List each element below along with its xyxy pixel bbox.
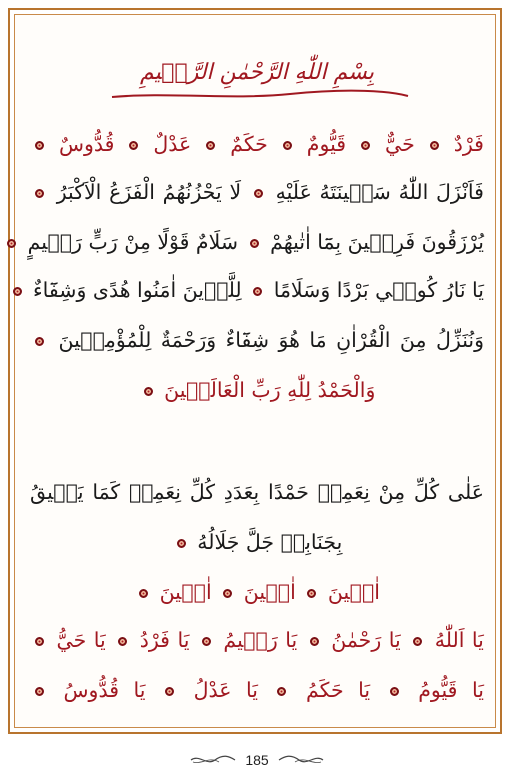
ornament-left-icon [189, 753, 237, 767]
amin-word: اٰم۪ينَ [327, 580, 380, 604]
ya-name: يَا فَرْدُ [139, 628, 190, 652]
name-adl: عَدْلٌ [153, 132, 192, 156]
round-verse-marker-icon [277, 687, 286, 696]
name-hakam: حَكَمٌ [230, 132, 268, 156]
round-verse-marker-icon [35, 337, 44, 346]
basmala-calligraphy: بِسْمِ اللّٰهِ الرَّحْمٰنِ الرَّح۪يمِ [140, 59, 374, 85]
round-verse-marker-icon [35, 687, 44, 696]
basmala-underline-swash-icon [110, 88, 410, 102]
name-fard: فَرْدٌ [453, 132, 484, 156]
dua-segment: بِجَنَابِه۪ جَلَّ جَلَالُهُ [197, 530, 343, 554]
ya-name: يَا قَيُّومُ [418, 678, 484, 702]
page-frame-inner [14, 14, 496, 728]
ya-name: يَا رَحْمٰنُ [331, 628, 401, 652]
line-7 [30, 482, 484, 503]
line-5 [30, 330, 484, 351]
line-1 [30, 134, 484, 155]
round-verse-marker-icon [250, 239, 259, 248]
line-3 [27, 230, 484, 254]
amin-word: اٰم۪ينَ [243, 580, 296, 604]
verse-segment: فَاَنْزَلَ اللّٰهُ سَك۪ينَتَهُ عَلَيْهِ [275, 180, 484, 204]
verse-segment: يَا نَارُ كُون۪ي بَرْدًا وَسَلَامًا [273, 278, 484, 302]
round-verse-marker-icon [118, 637, 127, 646]
round-verse-marker-icon [307, 589, 316, 598]
round-verse-marker-icon [139, 589, 148, 598]
line-6 [30, 380, 484, 401]
round-verse-marker-icon [283, 141, 292, 150]
ya-name: يَا حَيُّ [56, 628, 106, 652]
name-hayy: حَيٌّ [385, 132, 415, 156]
line-9-amin [30, 582, 484, 603]
page-number: 185 [245, 752, 269, 768]
line-8 [30, 532, 484, 553]
ya-name: يَا رَح۪يمُ [223, 628, 298, 652]
dua-segment: عَلٰى كُلِّ مِنْ نِعَمِه۪ حَمْدًا بِعَدَدِ كُلِّ نِعَمِه۪ كَمَا يَل۪يقُ [30, 480, 484, 504]
amin-word: اٰم۪ينَ [159, 580, 212, 604]
round-verse-marker-icon [144, 387, 153, 396]
round-verse-marker-icon [7, 239, 16, 248]
round-verse-marker-icon [177, 539, 186, 548]
page-footer [0, 748, 514, 772]
round-verse-marker-icon [413, 637, 422, 646]
ya-name: يَا حَكَمُ [306, 678, 371, 702]
round-verse-marker-icon [202, 637, 211, 646]
line-4 [30, 280, 484, 301]
verse-segment: لَا يَحْزُنُهُمُ الْفَزَعُ الْاَكْبَرُ [56, 180, 242, 204]
round-verse-marker-icon [129, 141, 138, 150]
name-qayyum: قَيُّومٌ [306, 132, 347, 156]
line-11 [30, 680, 484, 701]
verse-segment: يُرْزَقُونَ فَرِح۪ينَ بِمَٓا اٰتٰيهُمْ [270, 230, 484, 254]
line-10 [30, 630, 484, 651]
round-verse-marker-icon [254, 189, 263, 198]
round-verse-marker-icon [13, 287, 22, 296]
round-verse-marker-icon [35, 141, 44, 150]
ornament-right-icon [277, 753, 325, 767]
round-verse-marker-icon [310, 637, 319, 646]
round-verse-marker-icon [430, 141, 439, 150]
ya-name: يَا عَدْلُ [193, 678, 258, 702]
verse-segment: وَنُنَزِّلُ مِنَ الْقُرْاٰنِ مَا هُوَ شِفَٓاءٌ وَرَحْمَةٌ لِلْمُؤْمِن۪ينَ [58, 328, 484, 352]
round-verse-marker-icon [165, 687, 174, 696]
line-2 [30, 182, 484, 203]
round-verse-marker-icon [223, 589, 232, 598]
round-verse-marker-icon [390, 687, 399, 696]
ya-name: يَا قُدُّوسُ [63, 678, 146, 702]
round-verse-marker-icon [35, 189, 44, 198]
round-verse-marker-icon [206, 141, 215, 150]
round-verse-marker-icon [253, 287, 262, 296]
round-verse-marker-icon [361, 141, 370, 150]
verse-segment: لِلَّذ۪ينَ اٰمَنُوا هُدًى وَشِفَٓاءٌ [33, 278, 242, 302]
hamd-phrase: وَالْحَمْدُ لِلّٰهِ رَبِّ الْعَالَم۪ينَ [164, 378, 376, 402]
ya-name: يَا اَللّٰهُ [434, 628, 484, 652]
round-verse-marker-icon [35, 637, 44, 646]
name-quddus: قُدُّوسٌ [58, 132, 115, 156]
verse-segment: سَلَامٌ قَوْلًا مِنْ رَبٍّ رَح۪يمٍ [27, 230, 239, 254]
